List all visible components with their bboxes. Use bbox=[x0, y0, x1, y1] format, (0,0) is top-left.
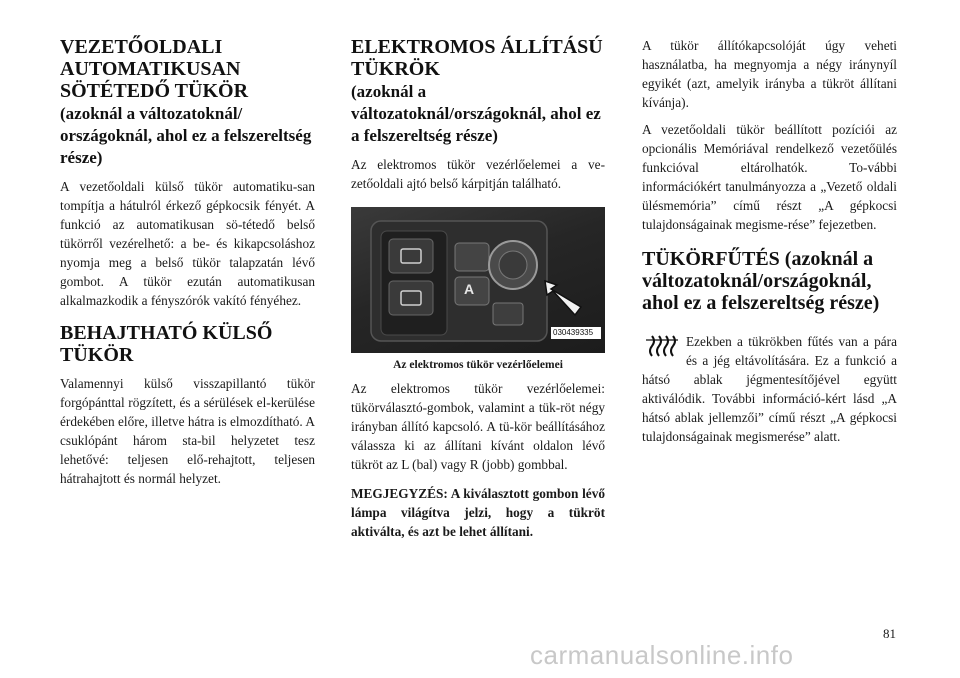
column-left bbox=[60, 36, 315, 488]
page-number: 81 bbox=[883, 626, 896, 641]
note-indicator-light: MEGJEGYZÉS: A kiválasztott gombon lévő lámpa világítva jelzi, hogy a tükröt aktiválta, és azt be lehet állítani. bbox=[351, 486, 605, 539]
column-middle bbox=[351, 36, 605, 541]
heated-mirror-icon bbox=[642, 332, 680, 362]
paragraph-power-mirror-location: Az elektromos tükör vezérlőelemei a ve-zetőoldali ajtó belső kárpitján található. bbox=[351, 157, 605, 191]
column-right bbox=[642, 36, 897, 446]
paragraph-heated-mirrors: Ezekben a tükrökben fűtés van a pára és a jég eltávolítására. Ez a funkció a hátsó ablak jégmentesítőjével együtt aktiválódik. További információ-kért lásd „A hátsó ablak jellemzői” című részt „A gépkocsi tulajdonságainak megismerése” alatt. bbox=[642, 334, 897, 444]
paragraph-memory-seat: A vezetőoldali tükör beállított pozíciói az opcionális Memóriával rendelkező vezetőülés funkcióval eltárolhatók. To-vábbi információkért tanulmányozza a „Vezető oldali ülésmemória” című részt „A gépkocsi tulajdonságainak megisme-rése” fejezetben. bbox=[642, 122, 897, 232]
figure-code: 030439335 bbox=[553, 328, 594, 337]
heading-auto-dimming-mirror-sub: (azoknál a változatoknál/ országoknál, ahol ez a felszereltség része) bbox=[60, 104, 312, 167]
heading-auto-dimming-mirror: VEZETŐOLDALI AUTOMATIKUSAN SÖTÉTEDŐ TÜKÖR bbox=[60, 36, 249, 102]
paragraph-folding-mirror: Valamennyi külső visszapillantó tükör forgópánttal rögzített, és a sérülések el-kerülése érdekében előre, illetve hátra is elmozdítható. A csuklópánt három sta-bil helyzetet tesz lehetővé: teljesen elő-rehajtott, teljesen hátrahajtott és normál helyzet. bbox=[60, 376, 315, 486]
figure-caption: Az elektromos tükör vezérlőelemei bbox=[393, 359, 563, 371]
watermark: carmanualsonline.info bbox=[530, 640, 794, 670]
heading-power-mirrors: ELEKTROMOS ÁLLÍTÁSÚ TÜKRÖK bbox=[351, 36, 603, 80]
svg-text:A: A bbox=[464, 281, 475, 297]
paragraph-power-mirror-controls: Az elektromos tükör vezérlőelemei: tükörválasztó-gombok, valamint a tük-röt négy irányban állító kapcsoló. A tü-kör beállításához válassza ki az állítani kívánt oldalon lévő tükröt az L (bal) vagy R (jobb) gombbal. bbox=[351, 381, 605, 472]
paragraph-mirror-switch: A tükör állítókapcsolóját úgy veheti használatba, ha megnyomja a négy iránynyíl egyikét (azt, amelyik irányba a tükröt állítani kívánja). bbox=[642, 38, 897, 110]
power-mirror-controls-photo bbox=[351, 207, 605, 353]
heading-folding-mirror: BEHAJTHATÓ KÜLSŐ TÜKÖR bbox=[60, 322, 273, 366]
paragraph-auto-dimming: A vezetőoldali külső tükör automatiku-san tompítja a hátulról érkező gépkocsik fényét. A funkció az automatikusan sö-tétedő belső tükörről vezérelhető: a be- és kikapcsoláshoz nyomja meg a belső tükör talapzatán lévő gombot. A tükör ezután automatikusan alkalmazkodik a fényszórók vakító fényéhez. bbox=[60, 179, 315, 308]
heading-heated-mirrors: TÜKÖRFŰTÉS (azoknál a változatoknál/országoknál, ahol ez a felszereltség része) bbox=[642, 248, 880, 314]
heading-power-mirrors-sub: (azoknál a változatoknál/országoknál, ahol ez a felszereltség része) bbox=[351, 82, 601, 145]
